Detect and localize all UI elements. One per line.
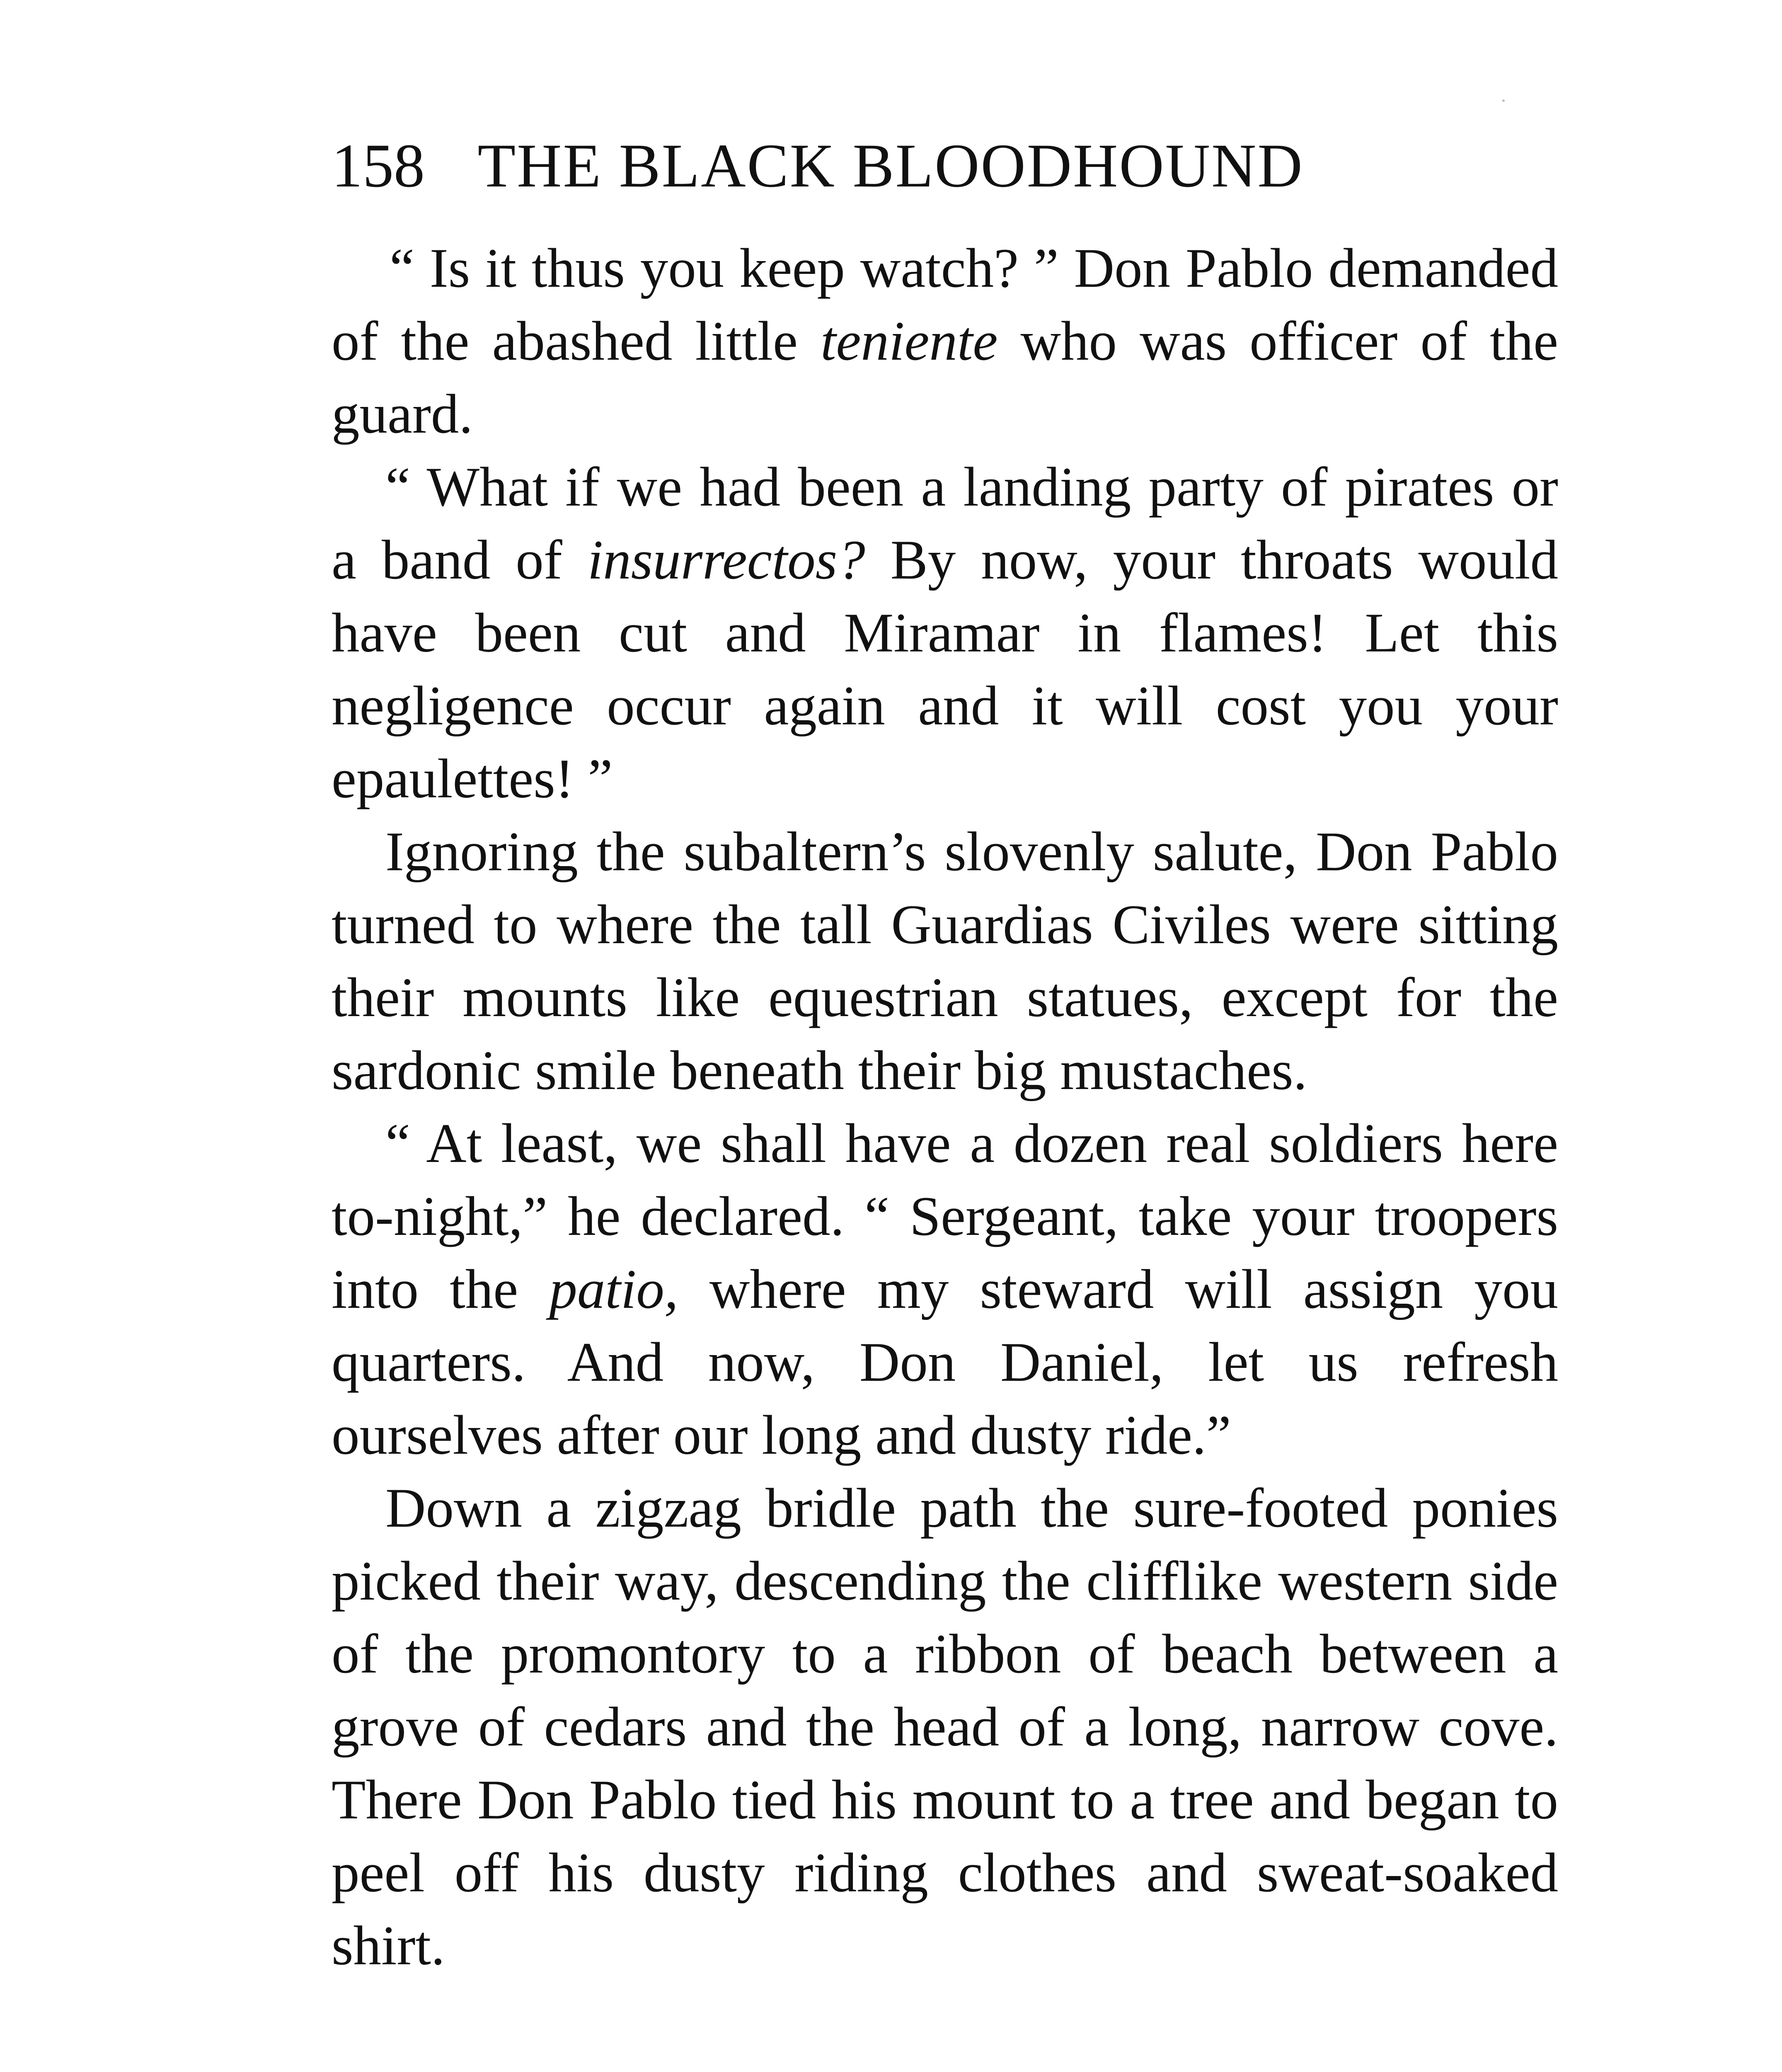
paragraph-4-text-b: where my steward will assign you quarters. And now, Don Daniel, let us refresh ourselves after our long and dusty ride.” <box>332 1259 1558 1466</box>
paragraph-2-text-a: “ What if we had been a landing party of pirates or a band of <box>332 456 1558 591</box>
paragraph-1-text-a: “ Is it thus you keep watch? ” Don Pablo demanded of the abashed little <box>332 237 1558 372</box>
paragraph-4 <box>332 1107 1558 1472</box>
paragraph-4-text-a: “ At least, we shall have a dozen real soldiers here to-night,” he declared. “ Sergeant, take your troopers into the <box>332 1113 1558 1320</box>
paragraph-4-italic: patio, <box>549 1259 678 1320</box>
body-text <box>332 232 1558 1982</box>
scan-speck <box>1502 99 1505 102</box>
paragraph-5 <box>332 1472 1558 1982</box>
paragraph-1 <box>332 232 1558 451</box>
page-number: 158 <box>332 131 425 200</box>
paragraph-5-text-a: Down a zigzag bridle path the sure-footed ponies picked their way, descending the clifflike western side of the promontory to a ribbon of beach between a grove of cedars and the head of a long, narrow cove. There Don Pablo tied his mount to a tree and began to peel off his dusty riding clothes and sweat-soaked shirt. <box>332 1477 1558 1977</box>
running-title: THE BLACK BLOODHOUND <box>477 131 1304 200</box>
paragraph-1-text-b: who was officer of the guard. <box>332 310 1558 445</box>
paragraph-2-italic: insurrectos? <box>587 529 865 591</box>
paragraph-2 <box>332 451 1558 816</box>
paragraph-2-text-b: By now, your throats would have been cut and Miramar in flames! Let this negligence occur again and it will cost you your epaulettes! ” <box>332 529 1558 810</box>
paragraph-3-text-a: Ignoring the subaltern’s slovenly salute, Don Pablo turned to where the tall Guardias Civiles were sitting their mounts like equestrian statues, except for the sardonic smile beneath their big mustaches. <box>332 821 1558 1101</box>
page-header <box>332 124 1304 207</box>
paragraph-1-italic: teniente <box>821 310 998 372</box>
paragraph-3 <box>332 816 1558 1107</box>
